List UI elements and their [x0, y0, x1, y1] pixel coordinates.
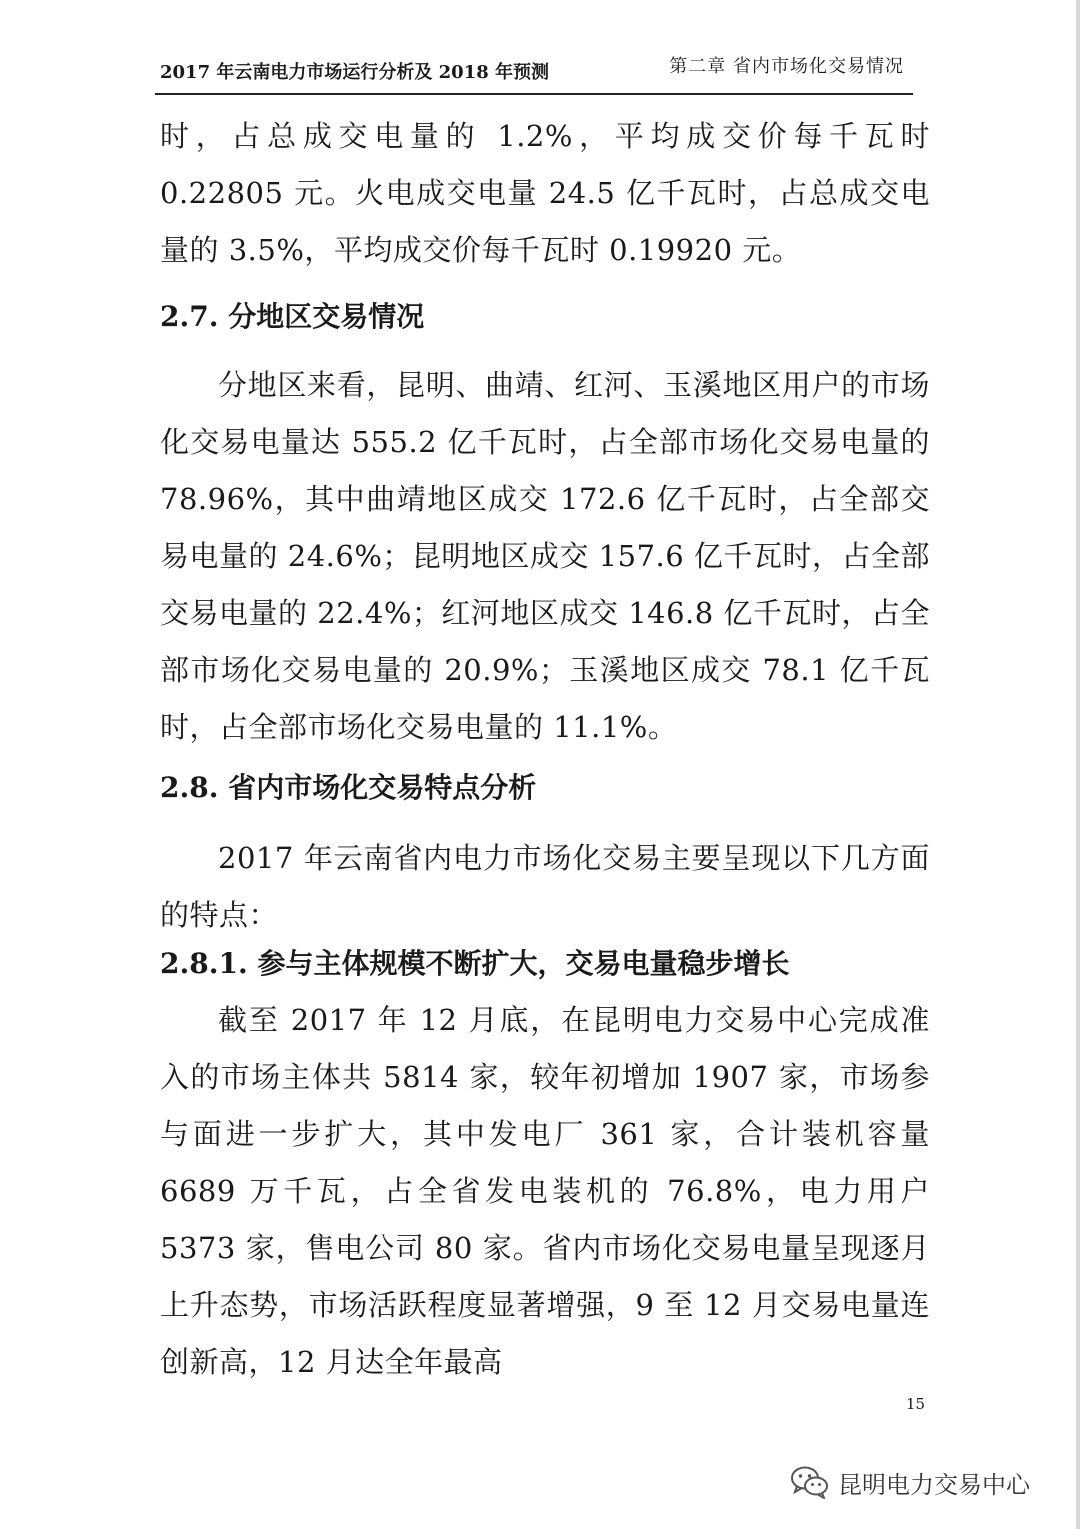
header-rule	[155, 93, 913, 95]
page-number: 15	[906, 1395, 926, 1413]
paragraph-features-intro: 2017 年云南省内电力市场化交易主要呈现以下几方面的特点：	[160, 841, 930, 932]
running-header	[160, 50, 910, 88]
watermark-text: 昆明电力交易中心	[838, 1470, 1030, 1499]
section-heading-2-7: 2.7. 分地区交易情况	[160, 300, 425, 333]
wechat-icon	[790, 1465, 830, 1499]
section-heading-2-8-1: 2.8.1. 参与主体规模不断扩大，交易电量稳步增长	[160, 947, 790, 980]
paragraph-regional-trading: 分地区来看，昆明、曲靖、红河、玉溪地区用户的市场化交易电量达 555.2 亿千瓦时，占全部市场化交易电量的 78.96%，其中曲靖地区成交 172.6 亿千瓦时，占全部交易电量的 24.6%；昆明地区成交 157.6 亿千瓦时，占全部交易电量的 22.4%；红河地区成交 146.8 亿千瓦时，占全部市场化交易电量的 20.9%；玉溪地区成交 78.1 亿千瓦时，占全部市场化交易电量的 11.1%。	[160, 368, 930, 744]
page-body	[160, 108, 930, 1391]
page-edge-shadow	[1076, 0, 1080, 1529]
header-book-title: 2017 年云南电力市场运行分析及 2018 年预测	[160, 62, 549, 83]
wechat-watermark	[790, 1462, 1030, 1502]
section-heading-2-8: 2.8. 省内市场化交易特点分析	[160, 771, 537, 804]
paragraph-thermal-power: 时，占总成交电量的 1.2%，平均成交价每千瓦时 0.22805 元。火电成交电量 24.5 亿千瓦时，占总成交电量的 3.5%，平均成交价每千瓦时 0.19920 元。	[160, 119, 930, 267]
paragraph-market-participants: 截至 2017 年 12 月底，在昆明电力交易中心完成准入的市场主体共 5814 家，较年初增加 1907 家，市场参与面进一步扩大，其中发电厂 361 家，合计装机容量 6689 万千瓦，占全省发电装机的 76.8%，电力用户 5373 家，售电公司 80 家。省内市场化交易电量呈现逐月上升态势，市场活跃程度显著增强，9 至 12 月交易电量连创新高，12 月达全年最高	[160, 1003, 930, 1379]
header-chapter-title: 第二章 省内市场化交易情况	[669, 56, 904, 77]
